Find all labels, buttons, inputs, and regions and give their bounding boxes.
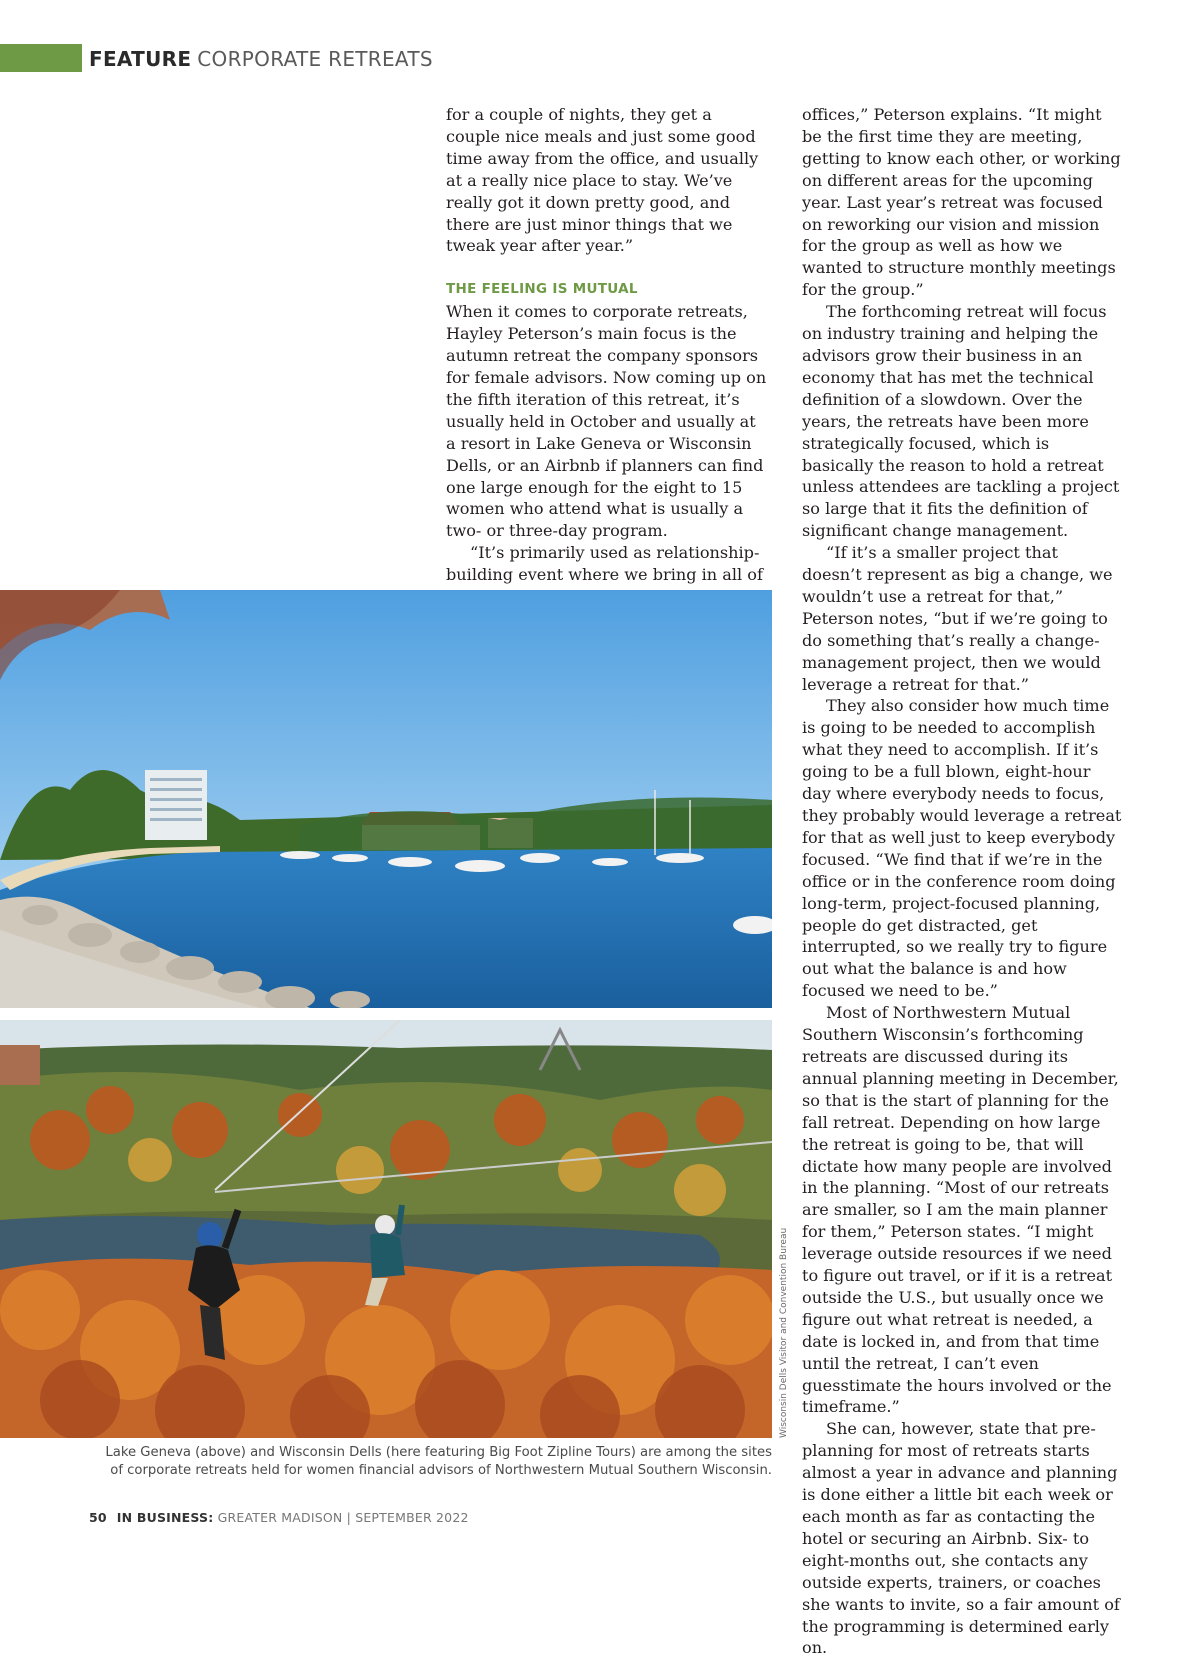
lake-geneva-photo — [0, 590, 772, 1008]
photo-caption: Lake Geneva (above) and Wisconsin Dells (here featuring Big Foot Zipline Tours) are among the sites of corporate retreats held for women financial advisors of Northwestern Mutual Southern Wisconsin. — [105, 1445, 772, 1478]
header-accent-bar — [0, 44, 82, 72]
issue-info: GREATER MADISON | SEPTEMBER 2022 — [217, 1510, 469, 1525]
paragraph: “If it’s a smaller project that doesn’t represent as big a change, we wouldn’t use a retreat for that,” Peterson notes, “but if we’re going to do something that’s really a change-management project, then we would leverage a retreat for that.” — [802, 543, 1113, 694]
header-section-label: CORPORATE RETREATS — [197, 47, 433, 71]
paragraph: “It’s primarily used as relationship-building event where we bring in all of — [446, 543, 763, 585]
page-number: 50 — [89, 1510, 107, 1525]
publication-name: IN BUSINESS: — [116, 1510, 214, 1525]
page-footer — [89, 1510, 469, 1525]
paragraph: When it comes to corporate retreats, Hayley Peterson’s main focus is the autumn retreat the company sponsors for female advisors. Now coming up on the fifth iteration of this retreat, it’s usually held in October and usually at a resort in Lake Geneva or Wisconsin Dells, or an Airbnb if planners can find one large enough for the eight to 15 women who attend what is usually a two- or three-day program. — [446, 302, 767, 541]
article-column-right — [802, 104, 1122, 1659]
section-header — [89, 47, 433, 71]
zipline-photo — [0, 1020, 772, 1438]
paragraph: The forthcoming retreat will focus on industry training and helping the advisors grow their business in an economy that has met the technical definition of a slowdown. Over the years, the retreats have been more strategically focused, which is basically the reason to hold a retreat unless attendees are tackling a project so large that it fits the definition of significant change management. — [802, 302, 1120, 541]
paragraph: offices,” Peterson explains. “It might be the first time they are meeting, getting to know each other, or working on different areas for the upcoming year. Last year’s retreat was focused on reworking our vision and mission for the group as well as how we wanted to structure monthly meetings for the group.” — [802, 105, 1121, 300]
paragraph: They also consider how much time is going to be needed to accomplish what they need to accomplish. If it’s going to be a full blown, eight-hour day where everybody needs to focus, they probably would leverage a retreat for that as well just to keep everybody focused. “We find that if we’re in the office or in the conference room doing long-term, project-focused planning, people do get distracted, get interrupted, so we really try to figure out what the balance is and how focused we need to be.” — [802, 696, 1122, 1001]
zipline-illustration — [0, 1020, 772, 1438]
paragraph: She can, however, state that pre-planning for most of retreats starts almost a year in advance and planning is done either a little bit each week or each month as far as contacting the hotel or securing an Airbnb. Six- to eight-months out, she contacts any outside experts, trainers, or coaches she wants to invite, so a fair amount of the programming is determined early on. — [802, 1419, 1120, 1658]
photo-credit: Wisconsin Dells Visitor and Convention Bureau — [779, 1227, 789, 1438]
article-column-middle — [446, 104, 768, 608]
subheading: THE FEELING IS MUTUAL — [446, 281, 638, 298]
paragraph: for a couple of nights, they get a couple nice meals and just some good time away from the office, and usually at a really nice place to stay. We’ve really got it down pretty good, and there are just minor things that we tweak year after year.” — [446, 105, 759, 256]
lake-geneva-illustration — [0, 590, 772, 1008]
paragraph: Most of Northwestern Mutual Southern Wisconsin’s forthcoming retreats are discussed during its annual planning meeting in December, so that is the start of planning for the fall retreat. Depending on how large the retreat is going to be, that will dictate how many people are involved in the planning. “Most of our retreats are smaller, so I am the main planner for them,” Peterson states. “I might leverage outside resources if we need to figure out travel, or if it is a retreat outside the U.S., but usually once we figure out what retreat is needed, a date is locked in, and from that time until the retreat, I can’t even guesstimate the hours involved or the timeframe.” — [802, 1003, 1119, 1417]
header-feature-label: FEATURE — [89, 47, 192, 71]
